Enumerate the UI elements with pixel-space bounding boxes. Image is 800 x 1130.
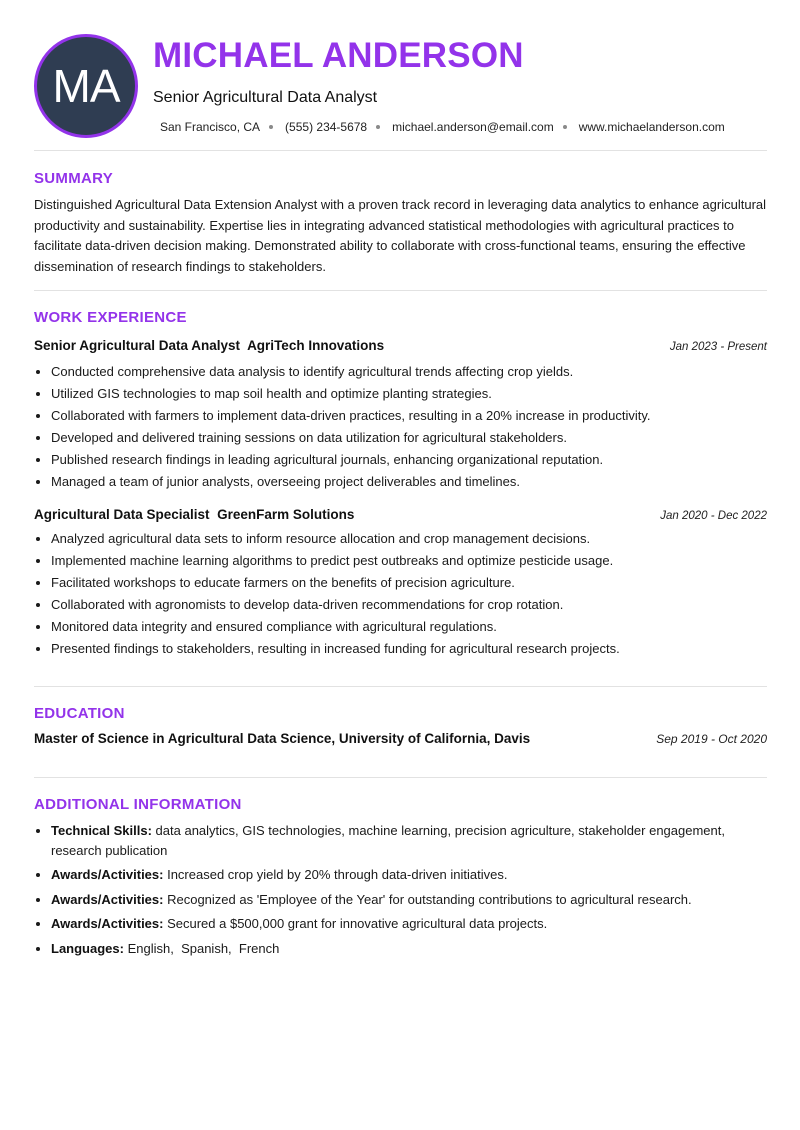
item-label: Awards/Activities: (51, 891, 164, 907)
candidate-title: Senior Agricultural Data Analyst (153, 89, 378, 106)
item-label: Awards/Activities: (51, 867, 164, 882)
job-role: Agricultural Data Specialist (34, 507, 210, 522)
separator-dot (376, 125, 380, 129)
education-entry (34, 731, 767, 746)
divider (34, 150, 767, 151)
list-item: • Conducted comprehensive data analysis to identify agricultural trends affecting crop yields. (51, 361, 771, 383)
list-item (51, 821, 771, 860)
education-heading: EDUCATION (34, 705, 125, 722)
separator-dot (269, 125, 273, 129)
list-item (51, 939, 771, 959)
additional-heading: ADDITIONAL INFORMATION (34, 796, 242, 813)
list-item: • Collaborated with agronomists to develop data-driven recommendations for crop rotation. (51, 594, 771, 616)
list-item: • Presented findings to stakeholders, resulting in increased funding for agricultural research projects. (51, 638, 771, 660)
job-dates: Jan 2020 - Dec 2022 (660, 510, 767, 522)
job-role: Senior Agricultural Data Analyst (34, 338, 241, 353)
contact-phone: (555) 234-5678 (285, 120, 368, 134)
contact-email: michael.anderson@email.com (392, 120, 554, 134)
list-item (51, 914, 771, 934)
contact-bar (160, 120, 725, 134)
job-header (34, 507, 767, 522)
contact-location: San Francisco, CA (160, 120, 261, 134)
list-item: • Utilized GIS technologies to map soil health and optimize planting strategies. (51, 383, 771, 405)
list-item: • Implemented machine learning algorithms to predict pest outbreaks and optimize pesticide usage. (51, 550, 771, 572)
experience-heading: WORK EXPERIENCE (34, 309, 187, 326)
job-role-company (34, 338, 384, 353)
list-item (51, 890, 771, 910)
list-item: • Published research findings in leading agricultural journals, enhancing organizational reputation. (51, 449, 771, 471)
item-text: Recognized as 'Employee of the Year' for outstanding contributions to agricultural research. (167, 891, 692, 907)
item-text: Increased crop yield by 20% through data-driven initiatives. (167, 867, 508, 882)
item-text: English, Spanish, French (127, 940, 280, 956)
contact-website: www.michaelanderson.com (578, 120, 725, 134)
avatar-initials: MA (52, 60, 120, 112)
list-item (51, 865, 771, 885)
divider (34, 290, 767, 291)
candidate-name: MICHAEL ANDERSON (153, 36, 524, 75)
list-item: • Facilitated workshops to educate farmers on the benefits of precision agriculture. (51, 572, 771, 594)
item-label: Awards/Activities: (51, 916, 164, 931)
divider (34, 686, 767, 687)
item-text: data analytics, GIS technologies, machine learning, precision agriculture, stakeholder engagement, research publication (51, 823, 725, 858)
job-header (34, 338, 767, 353)
job-bullets (34, 361, 771, 493)
list-item: • Developed and delivered training sessions on data utilization for agricultural stakeholders. (51, 427, 771, 449)
divider (34, 777, 767, 778)
list-item: • Analyzed agricultural data sets to inform resource allocation and crop management decisions. (51, 528, 771, 550)
list-item: • Monitored data integrity and ensured compliance with agricultural regulations. (51, 616, 771, 638)
education-dates: Sep 2019 - Oct 2020 (656, 732, 767, 746)
summary-text: Distinguished Agricultural Data Extension Analyst with a proven track record in leveraging data analytics to enhance agricultural productivity and sustainability. Expertise lies in integrating advanced statistical methodologies with agricultural practices to facilitate data-driven decision making. Demonstrated ability to collaborate with cross-functional teams, ensuring the effective dissemination of research findings to stakeholders. (34, 197, 767, 274)
summary-heading: SUMMARY (34, 170, 114, 187)
job-company: AgriTech Innovations (247, 338, 385, 353)
education-degree: Master of Science in Agricultural Data Science, University of California, Davis (34, 731, 531, 746)
job-company: GreenFarm Solutions (217, 507, 355, 522)
list-item: • Managed a team of junior analysts, overseeing project deliverables and timelines. (51, 471, 771, 493)
item-label: Languages: (51, 940, 124, 956)
separator-dot (563, 125, 567, 129)
job-role-company (34, 507, 354, 522)
item-text: Secured a $500,000 grant for innovative agricultural data projects. (167, 916, 548, 931)
job-dates: Jan 2023 - Present (669, 341, 767, 353)
job-bullets (34, 528, 771, 660)
additional-list (34, 821, 771, 963)
item-label: Technical Skills: (51, 823, 152, 838)
list-item: • Collaborated with farmers to implement data-driven practices, resulting in a 20% increase in productivity. (51, 405, 771, 427)
avatar (34, 34, 138, 138)
